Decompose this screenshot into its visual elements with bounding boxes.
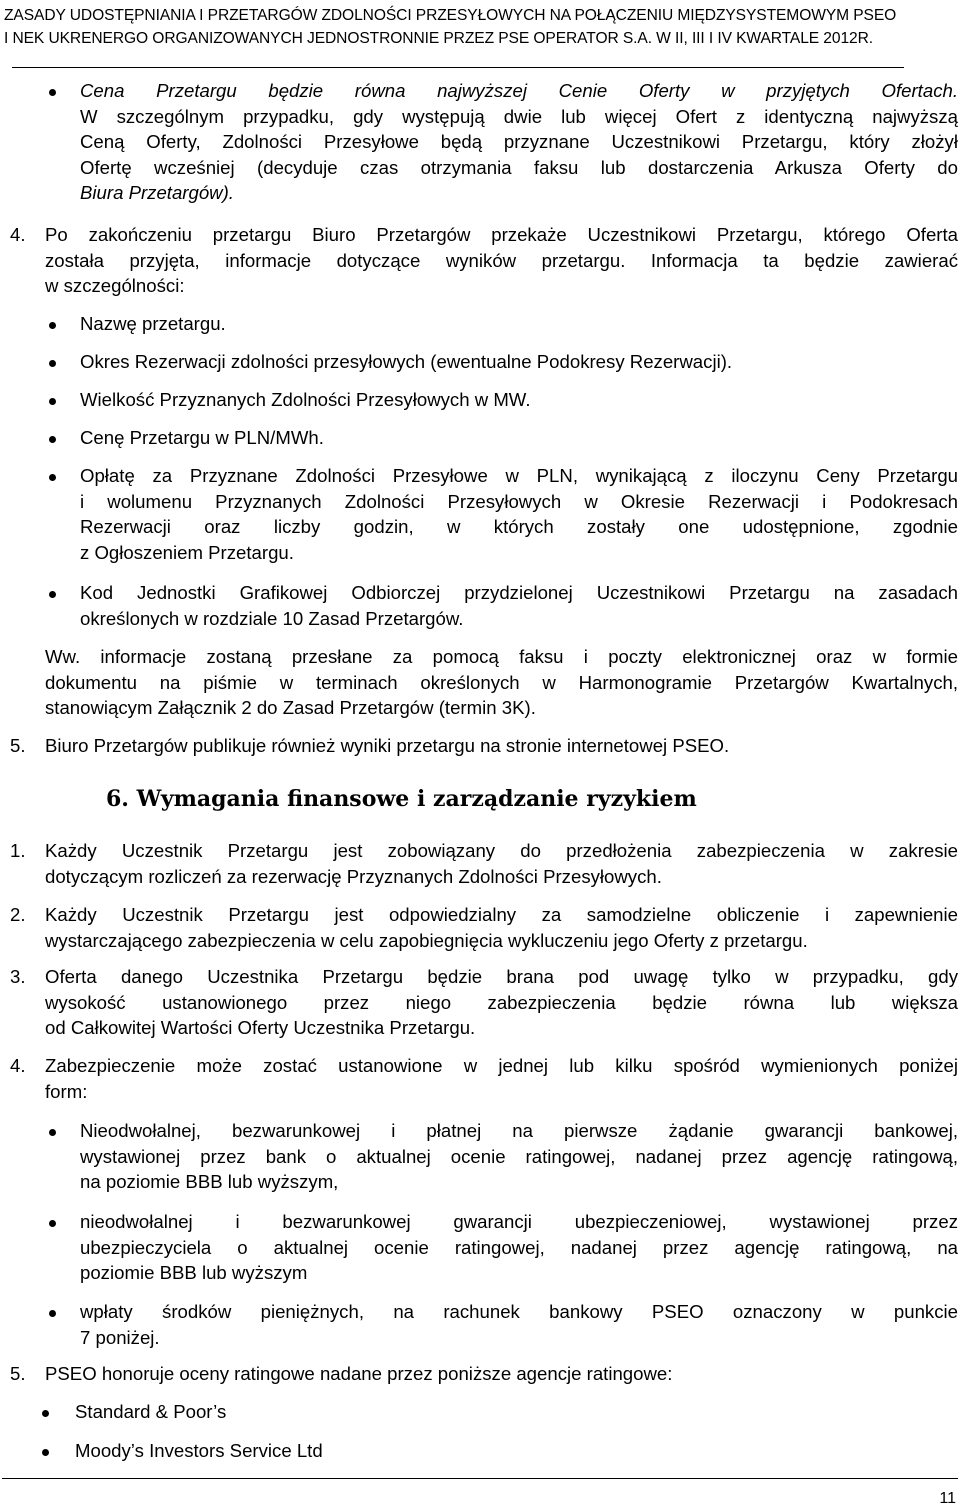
- list-number: 4.: [10, 1055, 26, 1076]
- list-number: 5.: [10, 735, 26, 756]
- list-number: 1.: [10, 840, 26, 861]
- bullet-dot: [49, 1310, 56, 1317]
- text-line: została przyjęta, informacje dotyczące wyników przetargu. Informacja ta będzie zawierać: [45, 249, 958, 271]
- footer-divider: [2, 1478, 958, 1479]
- list-number: 4.: [10, 224, 26, 245]
- list-number: 2.: [10, 904, 26, 925]
- bullet-dot: [42, 1410, 49, 1417]
- bullet-dot: [49, 1220, 56, 1227]
- bullet-dot: [49, 89, 56, 96]
- bullet-dot: [49, 360, 56, 367]
- list-item: Nazwę przetargu.: [80, 313, 226, 334]
- text-line: Ww. informacje zostaną przesłane za pomocą faksu i poczty elektronicznej oraz w formie: [45, 646, 958, 667]
- text-line: na poziomie BBB lub wyższym,: [80, 1171, 339, 1192]
- text-line: Po zakończeniu przetargu Biuro Przetargów przekaże Uczestnikowi Przetargu, którego Oferta: [45, 224, 958, 245]
- item4-after-text: [45, 644, 958, 721]
- code-bullet-text: [80, 580, 958, 631]
- list-item: Cenę Przetargu w PLN/MWh.: [80, 427, 324, 448]
- list-number: 3.: [10, 966, 26, 987]
- item4-text: [45, 222, 958, 299]
- text-line: wystarczającego zabezpieczenia w celu zapobiegnięcia wykluczeniu jego Oferty z przetargu.: [45, 929, 808, 951]
- bullet-dot: [49, 436, 56, 443]
- s1-text: [45, 838, 958, 889]
- bullet-dot: [49, 398, 56, 405]
- text-line: Rezerwacji oraz liczby godzin, w których zostały one udostępnione, zgodnie: [80, 516, 958, 537]
- text-line: Cena Przetargu będzie równa najwyższej Cenie Oferty w przyjętych Ofertach.: [80, 80, 958, 101]
- text-line: nieodwołalnej i bezwarunkowej gwarancji ubezpieczeniowej, wystawionej przez: [80, 1211, 958, 1232]
- text-line: form:: [45, 1080, 88, 1102]
- s4-bullet-2-text: [80, 1209, 958, 1286]
- text-line: 7 poniżej.: [80, 1326, 160, 1348]
- bullet-dot: [49, 474, 56, 481]
- text-line: od Całkowitej Wartości Oferty Uczestnika Przetargu.: [45, 1017, 476, 1038]
- text-line: Oferta danego Uczestnika Przetargu będzie brana pod uwagę tylko w przypadku, gdy: [45, 966, 958, 987]
- text-line: Nieodwołalnej, bezwarunkowej i płatnej na pierwsze żądanie gwarancji bankowej,: [80, 1120, 958, 1141]
- s2-text: [45, 902, 958, 953]
- s5-text: PSEO honoruje oceny ratingowe nadane przez poniższe agencje ratingowe:: [45, 1363, 673, 1384]
- item5-text: Biuro Przetargów publikuje również wyniki przetargu na stronie internetowej PSEO.: [45, 735, 730, 756]
- s4-bullet-1-text: [80, 1118, 958, 1195]
- page-number: 11: [939, 1490, 956, 1507]
- text-line: wystawionej przez bank o aktualnej ocenie ratingowej, nadanej przez agencję ratingową,: [80, 1145, 958, 1167]
- bullet-dot: [49, 1129, 56, 1136]
- s4-bullet-3-text: [80, 1299, 958, 1350]
- list-item: Okres Rezerwacji zdolności przesyłowych (ewentualne Podokresy Rezerwacji).: [80, 351, 733, 372]
- text-line: określonych w rozdziale 10 Zasad Przetargów.: [80, 607, 464, 629]
- s3-text: [45, 964, 958, 1041]
- bullet-dot: [42, 1449, 49, 1456]
- text-line: Każdy Uczestnik Przetargu jest zobowiązany do przedłożenia zabezpieczenia w zakresie: [45, 840, 958, 861]
- agency-item: Standard & Poor’s: [75, 1401, 227, 1422]
- header-line-1: ZASADY UDOSTĘPNIANIA I PRZETARGÓW ZDOLNOŚCI PRZESYŁOWYCH NA POŁĄCZENIU MIĘDZYSYSTEMOWYM PSEO: [4, 7, 897, 24]
- text-line: W szczególnym przypadku, gdy występują dwie lub więcej Ofert z identyczną najwyższą: [80, 105, 958, 127]
- bullet-dot: [49, 322, 56, 329]
- text-line: poziomie BBB lub wyższym: [80, 1262, 308, 1283]
- header-line-2: I NEK UKRENERGO ORGANIZOWANYCH JEDNOSTRONNIE PRZEZ PSE OPERATOR S.A. W II, III I IV KWARTALE 2012R.: [4, 30, 873, 47]
- s4-text: [45, 1053, 958, 1104]
- text-line: wpłaty środków pieniężnych, na rachunek bankowy PSEO oznaczony w punkcie: [80, 1301, 958, 1322]
- text-line: z Ogłoszeniem Przetargu.: [80, 541, 294, 563]
- section-heading: 6. Wymagania finansowe i zarządzanie ryzykiem: [106, 786, 697, 812]
- text-line: Kod Jednostki Grafikowej Odbiorczej przydzielonej Uczestnikowi Przetargu na zasadach: [80, 582, 958, 603]
- text-line: dotyczącym rozliczeń za rezerwację Przyznanych Zdolności Przesyłowych.: [45, 865, 662, 887]
- fee-bullet-text: [80, 463, 958, 565]
- agency-item: Moody’s Investors Service Ltd: [75, 1440, 323, 1461]
- text-line: stanowiącym Załącznik 2 do Zasad Przetargów (termin 3K).: [45, 697, 536, 718]
- text-line: w szczególności:: [45, 275, 185, 296]
- list-number: 5.: [10, 1363, 26, 1384]
- text-line: Ofertę wcześniej (decyduje czas otrzymania faksu lub dostarczenia Arkusza Oferty do: [80, 156, 958, 178]
- header-divider: [12, 67, 904, 68]
- text-line: ubezpieczyciela o aktualnej ocenie ratingowej, nadanej przez agencję ratingową, na: [80, 1236, 958, 1258]
- intro-bullet-text: [80, 78, 958, 206]
- text-line: Ceną Oferty, Zdolności Przesyłowe będą przyznane Uczestnikowi Przetargu, który złożył: [80, 131, 958, 152]
- bullet-dot: [49, 591, 56, 598]
- text-line: Każdy Uczestnik Przetargu jest odpowiedzialny za samodzielne obliczenie i zapewnienie: [45, 904, 958, 925]
- text-line: Biura Przetargów).: [80, 182, 234, 203]
- list-item: Wielkość Przyznanych Zdolności Przesyłowych w MW.: [80, 389, 531, 410]
- text-line: i wolumenu Przyznanych Zdolności Przesyłowych w Okresie Rezerwacji i Podokresach: [80, 490, 958, 512]
- text-line: wysokość ustanowionego przez niego zabezpieczenia będzie równa lub większa: [45, 991, 958, 1013]
- text-line: Opłatę za Przyznane Zdolności Przesyłowe w PLN, wynikającą z iloczynu Ceny Przetargu: [80, 465, 958, 486]
- text-line: Zabezpieczenie może zostać ustanowione w jednej lub kilku spośród wymienionych poniżej: [45, 1055, 958, 1076]
- document-header: [0, 4, 960, 50]
- text-line: dokumentu na piśmie w terminach określonych w Harmonogramie Przetargów Kwartalnych,: [45, 671, 958, 693]
